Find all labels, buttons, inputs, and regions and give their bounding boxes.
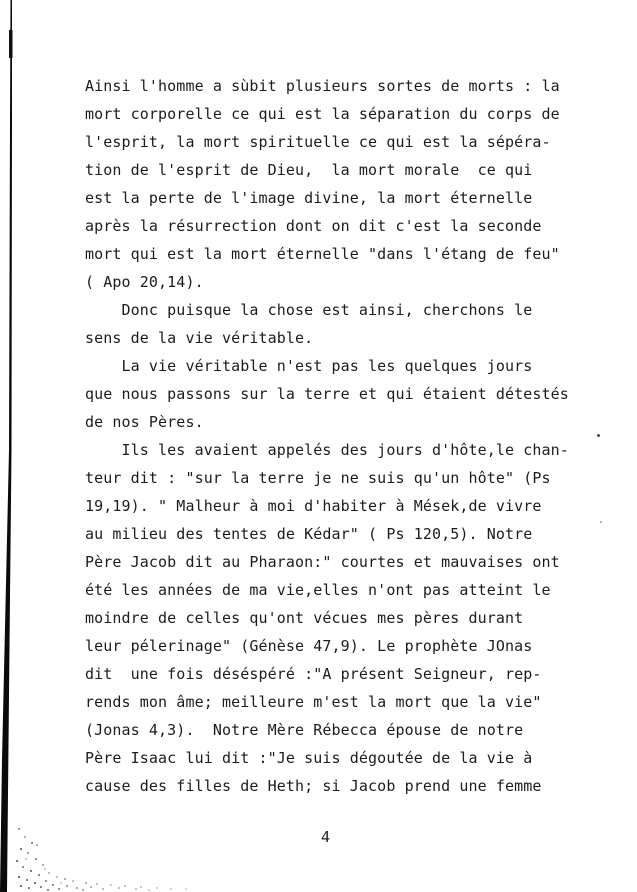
text-line: de nos Pères. <box>85 413 204 431</box>
page-text <box>85 72 585 800</box>
text-line: est la perte de l'image divine, la mort éternelle <box>85 189 533 207</box>
text-line: La vie véritable n'est pas les quelques jours <box>85 357 533 375</box>
text-line: après la résurrection dont on dit c'est la seconde <box>85 217 542 235</box>
scan-noise-speckles <box>0 0 2 2</box>
text-line: teur dit : "sur la terre je ne suis qu'un hôte" (Ps <box>85 469 551 487</box>
page-number: 4 <box>320 828 331 846</box>
text-line: leur pélerinage" (Génèse 47,9). Le prophète JOnas <box>85 637 533 655</box>
text-line: rends mon âme; meilleure m'est la mort que la vie" <box>85 693 542 711</box>
ink-dot <box>597 434 600 437</box>
text-line: 19,19). " Malheur à moi d'habiter à Mések,de vivre <box>85 497 542 515</box>
text-line: cause des filles de Heth; si Jacob prend une femme <box>85 777 542 795</box>
text-line: Ils les avaient appelés des jours d'hôte,le chan- <box>85 441 569 459</box>
text-line: mort qui est la mort éternelle "dans l'étang de feu" <box>85 245 560 263</box>
text-line: tion de l'esprit de Dieu, la mort morale ce qui <box>85 161 533 179</box>
text-line: dit une fois déséspéré :"A présent Seigneur, rep- <box>85 665 542 683</box>
text-line: que nous passons sur la terre et qui étaient détestés <box>85 385 569 403</box>
text-line: (Jonas 4,3). Notre Mère Rébecca épouse de notre <box>85 721 524 739</box>
ink-dot <box>600 521 602 523</box>
text-line: été les années de ma vie,elles n'ont pas atteint le <box>85 581 551 599</box>
text-line: Père Jacob dit au Pharaon:" courtes et mauvaises ont <box>85 553 560 571</box>
text-line: ( Apo 20,14). <box>85 273 204 291</box>
text-line: Père Isaac lui dit :"Je suis dégoutée de la vie à <box>85 749 533 767</box>
scan-edge-artifact <box>0 0 16 892</box>
text-line: au milieu des tentes de Kédar" ( Ps 120,5). Notre <box>85 525 533 543</box>
text-line: l'esprit, la mort spirituelle ce qui est la sépéra- <box>85 133 551 151</box>
text-line: Ainsi l'homme a sùbit plusieurs sortes de morts : la <box>85 77 560 95</box>
text-line: Donc puisque la chose est ainsi, cherchons le <box>85 301 533 319</box>
text-line: moindre de celles qu'ont vécues mes pères durant <box>85 609 524 627</box>
text-line: mort corporelle ce qui est la séparation du corps de <box>85 105 560 123</box>
text-line: sens de la vie véritable. <box>85 329 314 347</box>
